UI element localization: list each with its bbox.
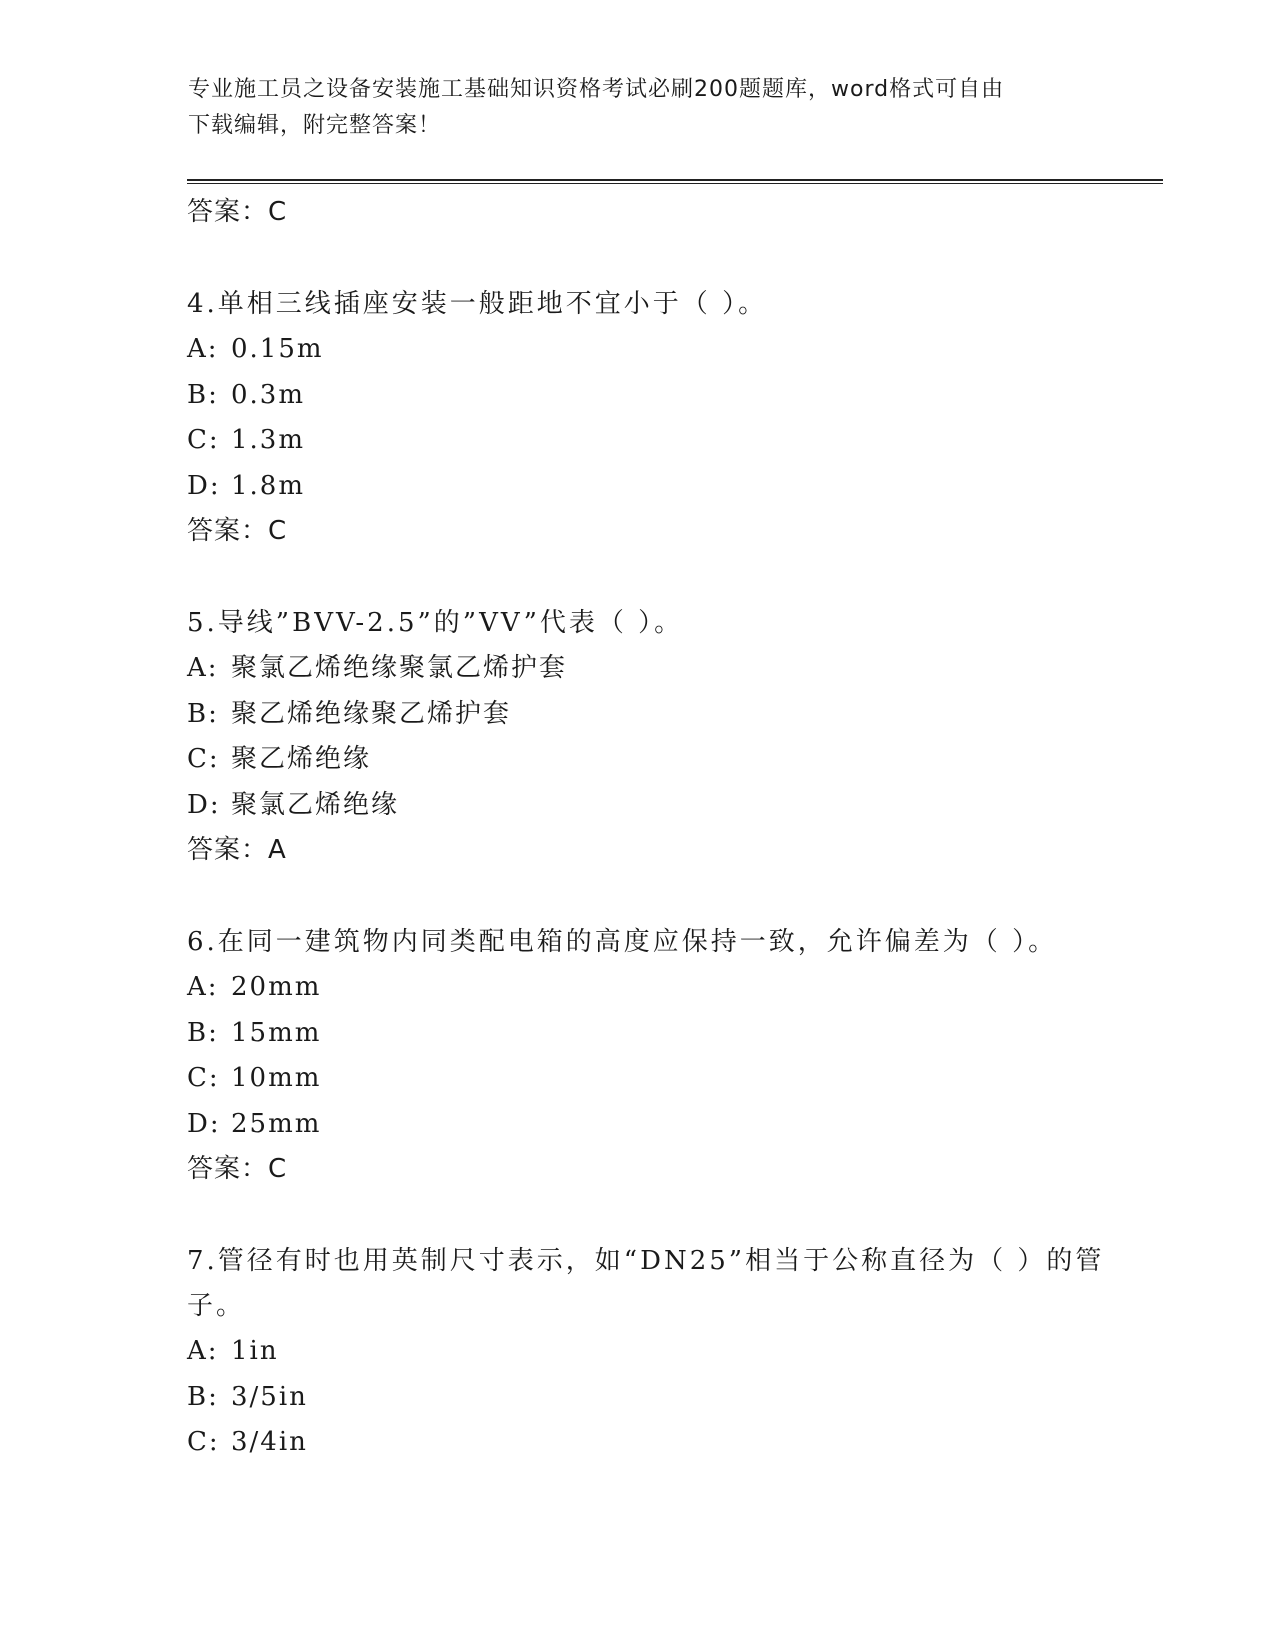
option-letter: B: — [187, 698, 219, 729]
answer-line — [187, 828, 1147, 872]
option-a — [187, 965, 1147, 1011]
option-text: 15mm — [231, 1017, 322, 1048]
option-c — [187, 737, 1147, 783]
option-text: 聚乙烯绝缘聚乙烯护套 — [231, 698, 512, 729]
option-letter: A: — [187, 972, 219, 1002]
answer-line — [187, 509, 1147, 553]
option-letter: A: — [187, 334, 219, 364]
option-a — [187, 327, 1147, 373]
spacer — [187, 1191, 1147, 1239]
option-text: 1in — [231, 1336, 279, 1366]
answer-line — [187, 190, 1147, 234]
option-text: 1.3m — [231, 425, 306, 455]
spacer — [187, 872, 1147, 920]
option-a — [187, 646, 1147, 692]
answer-label: 答案： — [187, 835, 269, 865]
option-text: 3/5in — [231, 1381, 308, 1412]
option-d — [187, 783, 1147, 829]
option-text: 聚氯乙烯绝缘聚氯乙烯护套 — [231, 653, 568, 683]
option-b — [187, 373, 1147, 419]
answer-line — [187, 1147, 1147, 1191]
option-b — [187, 692, 1147, 738]
option-c — [187, 1056, 1147, 1102]
option-text: 10mm — [231, 1063, 322, 1093]
header-line-2: 下载编辑，附完整答案！ — [188, 113, 442, 138]
header-line-1: 专业施工员之设备安装施工基础知识资格考试必刷200题题库，word格式可自由 — [188, 77, 1005, 102]
option-c — [187, 1420, 1147, 1466]
question-text: 5.导线”BVV-2.5”的”VV”代表（ ）。 — [187, 608, 684, 638]
option-letter: A: — [187, 653, 219, 683]
option-letter: C: — [187, 744, 220, 774]
spacer — [187, 234, 1147, 282]
option-letter: C: — [187, 1063, 220, 1093]
header-divider — [187, 179, 1163, 184]
option-text: 0.3m — [231, 379, 306, 410]
question-text: 4.单相三线插座安装一般距地不宜小于（ ）。 — [187, 289, 768, 319]
option-c — [187, 418, 1147, 464]
question-block — [187, 920, 1147, 1191]
option-d — [187, 464, 1147, 510]
answer-value: C — [268, 197, 288, 227]
answer-value: C — [268, 516, 288, 546]
option-letter: D: — [187, 1108, 221, 1139]
answer-value: A — [268, 835, 287, 865]
option-text: 聚氯乙烯绝缘 — [231, 789, 400, 820]
option-text: 20mm — [231, 972, 322, 1002]
question-block — [187, 601, 1147, 872]
answer-value: C — [268, 1154, 288, 1184]
option-text: 3/4in — [231, 1427, 308, 1457]
option-letter: D: — [187, 470, 221, 501]
answer-label: 答案： — [187, 516, 269, 546]
question-block — [187, 1239, 1147, 1466]
option-letter: C: — [187, 425, 220, 455]
option-text: 1.8m — [231, 470, 306, 501]
answer-label: 答案： — [187, 197, 269, 227]
spacer — [187, 553, 1147, 601]
option-a — [187, 1329, 1147, 1375]
option-letter: D: — [187, 789, 221, 820]
question-text: 7.管径有时也用英制尺寸表示，如“DN25”相当于公称直径为（ ）的管子。 — [187, 1246, 1105, 1321]
option-b — [187, 1011, 1147, 1057]
option-b — [187, 1375, 1147, 1421]
option-letter: B: — [187, 1381, 219, 1412]
option-text: 25mm — [231, 1108, 322, 1139]
question-block — [187, 282, 1147, 553]
page-header — [188, 72, 1088, 144]
answer-label: 答案： — [187, 1154, 269, 1184]
option-letter: C: — [187, 1427, 220, 1457]
option-letter: B: — [187, 1017, 219, 1048]
option-d — [187, 1102, 1147, 1148]
option-text: 聚乙烯绝缘 — [231, 744, 372, 774]
option-text: 0.15m — [231, 334, 324, 364]
option-letter: A: — [187, 1336, 219, 1366]
question-list — [187, 190, 1147, 1466]
question-text: 6.在同一建筑物内同类配电箱的高度应保持一致，允许偏差为（ ）。 — [187, 927, 1058, 957]
option-letter: B: — [187, 379, 219, 410]
